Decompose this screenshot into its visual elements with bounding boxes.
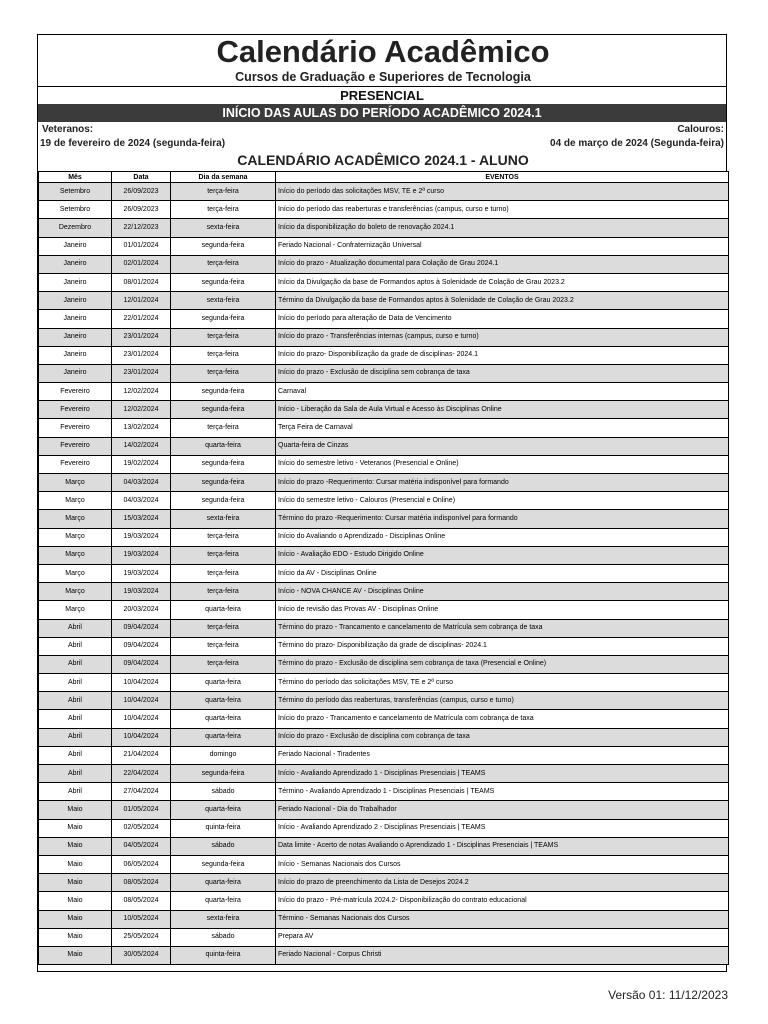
- table-row: [39, 419, 729, 437]
- event-cell: Terça Feira de Carnaval: [276, 419, 729, 437]
- calendar-title: CALENDÁRIO ACADÊMICO 2024.1 - ALUNO: [237, 152, 529, 168]
- month-cell: Fevereiro: [39, 455, 112, 473]
- weekday-cell: segunda-feira: [171, 492, 276, 510]
- date-cell: 22/04/2024: [112, 765, 171, 783]
- event-cell: Término do período das reaberturas, transferências (campus, curso e turno): [276, 692, 729, 710]
- event-cell: Início do período das reaberturas e transferências (campus, curso e turno): [276, 201, 729, 219]
- event-cell: Término do prazo- Disponibilização da grade de disciplinas- 2024.1: [276, 637, 729, 655]
- weekday-cell: quarta-feira: [171, 692, 276, 710]
- document-title: Calendário Acadêmico: [216, 34, 550, 69]
- month-cell: Março: [39, 601, 112, 619]
- date-cell: 08/05/2024: [112, 874, 171, 892]
- weekday-cell: quarta-feira: [171, 728, 276, 746]
- date-cell: 02/05/2024: [112, 819, 171, 837]
- date-cell: 09/04/2024: [112, 655, 171, 673]
- table-row: [39, 455, 729, 473]
- event-cell: Término do prazo -Requerimento: Cursar matéria indisponível para formando: [276, 510, 729, 528]
- weekday-cell: sábado: [171, 837, 276, 855]
- table-row: [39, 310, 729, 328]
- table-row: [39, 874, 729, 892]
- table-row: [39, 819, 729, 837]
- month-cell: Janeiro: [39, 273, 112, 291]
- table-header-row: [39, 172, 729, 183]
- weekday-cell: terça-feira: [171, 346, 276, 364]
- event-cell: Início do Avaliando o Aprendizado - Disciplinas Online: [276, 528, 729, 546]
- event-cell: Início - Liberação da Sala de Aula Virtual e Acesso às Disciplinas Online: [276, 401, 729, 419]
- month-cell: Janeiro: [39, 310, 112, 328]
- event-cell: Início do prazo - Exclusão de disciplina com cobrança de taxa: [276, 728, 729, 746]
- month-cell: Janeiro: [39, 364, 112, 382]
- event-cell: Início de revisão das Provas AV - Disciplinas Online: [276, 601, 729, 619]
- event-cell: Início - Semanas Nacionais dos Cursos: [276, 855, 729, 873]
- date-cell: 30/05/2024: [112, 946, 171, 964]
- event-cell: Término da Divulgação da base de Formandos aptos à Solenidade de Colação de Grau 2023.2: [276, 292, 729, 310]
- date-cell: 22/01/2024: [112, 310, 171, 328]
- date-cell: 27/04/2024: [112, 783, 171, 801]
- month-cell: Abril: [39, 637, 112, 655]
- table-row: [39, 474, 729, 492]
- date-cell: 26/09/2023: [112, 183, 171, 201]
- weekday-cell: terça-feira: [171, 528, 276, 546]
- weekday-cell: quarta-feira: [171, 801, 276, 819]
- month-cell: Maio: [39, 946, 112, 964]
- month-cell: Janeiro: [39, 346, 112, 364]
- weekday-cell: domingo: [171, 746, 276, 764]
- table-row: [39, 583, 729, 601]
- weekday-cell: quinta-feira: [171, 819, 276, 837]
- event-cell: Início do período das solicitações MSV, TE e 2ª curso: [276, 183, 729, 201]
- month-cell: Janeiro: [39, 328, 112, 346]
- weekday-cell: segunda-feira: [171, 401, 276, 419]
- table-row: [39, 201, 729, 219]
- weekday-cell: segunda-feira: [171, 237, 276, 255]
- calouros-label: Calouros:: [677, 124, 724, 135]
- month-cell: Abril: [39, 655, 112, 673]
- table-row: [39, 601, 729, 619]
- date-cell: 22/12/2023: [112, 219, 171, 237]
- table-row: [39, 783, 729, 801]
- table-row: [39, 237, 729, 255]
- event-cell: Início do prazo - Exclusão de disciplina sem cobrança de taxa: [276, 364, 729, 382]
- modality-label: PRESENCIAL: [38, 86, 726, 105]
- table-row: [39, 273, 729, 291]
- table-row: [39, 910, 729, 928]
- month-cell: Março: [39, 492, 112, 510]
- month-cell: Abril: [39, 765, 112, 783]
- date-cell: 23/01/2024: [112, 346, 171, 364]
- table-row: [39, 255, 729, 273]
- event-cell: Início do período para alteração de Data de Vencimento: [276, 310, 729, 328]
- weekday-cell: quinta-feira: [171, 946, 276, 964]
- table-row: [39, 928, 729, 946]
- month-cell: Setembro: [39, 183, 112, 201]
- event-cell: Término do período das solicitações MSV, TE e 2ª curso: [276, 674, 729, 692]
- table-row: [39, 692, 729, 710]
- month-cell: Fevereiro: [39, 383, 112, 401]
- weekday-cell: segunda-feira: [171, 474, 276, 492]
- date-cell: 26/09/2023: [112, 201, 171, 219]
- date-cell: 04/03/2024: [112, 492, 171, 510]
- weekday-cell: terça-feira: [171, 183, 276, 201]
- table-row: [39, 546, 729, 564]
- event-cell: Quarta-feira de Cinzas: [276, 437, 729, 455]
- month-cell: Março: [39, 546, 112, 564]
- table-row: [39, 619, 729, 637]
- date-cell: 12/02/2024: [112, 383, 171, 401]
- event-cell: Início - Avaliando Aprendizado 2 - Disciplinas Presenciais | TEAMS: [276, 819, 729, 837]
- date-cell: 02/01/2024: [112, 255, 171, 273]
- month-cell: Maio: [39, 801, 112, 819]
- classes-start-banner: INÍCIO DAS AULAS DO PERÍODO ACADÊMICO 2024.1: [38, 104, 726, 122]
- header-weekday: Dia da semana: [171, 172, 276, 183]
- month-cell: Maio: [39, 819, 112, 837]
- table-row: [39, 892, 729, 910]
- month-cell: Fevereiro: [39, 437, 112, 455]
- month-cell: Maio: [39, 892, 112, 910]
- date-cell: 10/04/2024: [112, 674, 171, 692]
- weekday-cell: sexta-feira: [171, 510, 276, 528]
- month-cell: Março: [39, 474, 112, 492]
- document-subtitle: Cursos de Graduação e Superiores de Tecnologia: [235, 70, 531, 84]
- calendar-document: [37, 34, 727, 972]
- event-cell: Término - Avaliando Aprendizado 1 - Disciplinas Presenciais | TEAMS: [276, 783, 729, 801]
- weekday-cell: quarta-feira: [171, 674, 276, 692]
- month-cell: Janeiro: [39, 255, 112, 273]
- table-row: [39, 674, 729, 692]
- weekday-cell: terça-feira: [171, 655, 276, 673]
- table-row: [39, 510, 729, 528]
- month-cell: Fevereiro: [39, 419, 112, 437]
- month-cell: Maio: [39, 855, 112, 873]
- event-cell: Início da AV - Disciplinas Online: [276, 564, 729, 582]
- weekday-cell: quarta-feira: [171, 874, 276, 892]
- table-row: [39, 837, 729, 855]
- month-cell: Março: [39, 583, 112, 601]
- weekday-cell: terça-feira: [171, 419, 276, 437]
- events-table-body: [39, 183, 729, 965]
- weekday-cell: segunda-feira: [171, 273, 276, 291]
- month-cell: Dezembro: [39, 219, 112, 237]
- date-cell: 19/03/2024: [112, 528, 171, 546]
- table-row: [39, 710, 729, 728]
- event-cell: Início - Avaliando Aprendizado 1 - Disciplinas Presenciais | TEAMS: [276, 765, 729, 783]
- event-cell: Início do prazo -Requerimento: Cursar matéria indisponível para formando: [276, 474, 729, 492]
- date-cell: 19/03/2024: [112, 564, 171, 582]
- weekday-cell: segunda-feira: [171, 765, 276, 783]
- table-row: [39, 801, 729, 819]
- date-cell: 23/01/2024: [112, 364, 171, 382]
- date-cell: 12/02/2024: [112, 401, 171, 419]
- weekday-cell: terça-feira: [171, 546, 276, 564]
- event-cell: Início do prazo- Disponibilização da grade de disciplinas- 2024.1: [276, 346, 729, 364]
- date-cell: 21/04/2024: [112, 746, 171, 764]
- version-label: Versão 01: 11/12/2023: [608, 988, 728, 1002]
- date-cell: 09/04/2024: [112, 637, 171, 655]
- date-cell: 10/04/2024: [112, 728, 171, 746]
- date-cell: 04/05/2024: [112, 837, 171, 855]
- date-cell: 20/03/2024: [112, 601, 171, 619]
- event-cell: Início - Avaliação EDO - Estudo Dirigido Online: [276, 546, 729, 564]
- event-cell: Data limite - Acerto de notas Avaliando o Aprendizado 1 - Disciplinas Presenciais | TEAMS: [276, 837, 729, 855]
- date-cell: 15/03/2024: [112, 510, 171, 528]
- table-row: [39, 183, 729, 201]
- weekday-cell: sexta-feira: [171, 219, 276, 237]
- date-cell: 19/02/2024: [112, 455, 171, 473]
- event-cell: Término - Semanas Nacionais dos Cursos: [276, 910, 729, 928]
- weekday-cell: terça-feira: [171, 564, 276, 582]
- weekday-cell: terça-feira: [171, 583, 276, 601]
- weekday-cell: segunda-feira: [171, 455, 276, 473]
- event-cell: Feriado Nacional - Dia do Trabalhador: [276, 801, 729, 819]
- date-cell: 10/05/2024: [112, 910, 171, 928]
- month-cell: Maio: [39, 837, 112, 855]
- event-cell: Feriado Nacional - Corpus Christi: [276, 946, 729, 964]
- date-cell: 25/05/2024: [112, 928, 171, 946]
- calouros-date: 04 de março de 2024 (Segunda-feira): [550, 138, 724, 149]
- event-cell: Término do prazo - Exclusão de disciplina sem cobrança de taxa (Presencial e Online): [276, 655, 729, 673]
- event-cell: Início do semestre letivo - Veteranos (Presencial e Online): [276, 455, 729, 473]
- weekday-cell: terça-feira: [171, 619, 276, 637]
- table-row: [39, 346, 729, 364]
- header-month: Mês: [39, 172, 112, 183]
- header-events: EVENTOS: [276, 172, 729, 183]
- month-cell: Março: [39, 510, 112, 528]
- month-cell: Maio: [39, 910, 112, 928]
- event-cell: Término do prazo - Trancamento e cancelamento de Matrícula sem cobrança de taxa: [276, 619, 729, 637]
- date-cell: 13/02/2024: [112, 419, 171, 437]
- table-row: [39, 946, 729, 964]
- weekday-cell: quarta-feira: [171, 892, 276, 910]
- date-cell: 06/05/2024: [112, 855, 171, 873]
- table-row: [39, 437, 729, 455]
- month-cell: Janeiro: [39, 292, 112, 310]
- event-cell: Início da Divulgação da base de Formandos aptos à Solenidade de Colação de Grau 2023.2: [276, 273, 729, 291]
- event-cell: Início da disponibilização do boleto de renovação 2024.1: [276, 219, 729, 237]
- weekday-cell: segunda-feira: [171, 855, 276, 873]
- date-cell: 08/05/2024: [112, 892, 171, 910]
- date-cell: 01/05/2024: [112, 801, 171, 819]
- veteranos-date: 19 de fevereiro de 2024 (segunda-feira): [40, 138, 226, 149]
- date-cell: 19/03/2024: [112, 546, 171, 564]
- date-cell: 10/04/2024: [112, 692, 171, 710]
- event-cell: Carnaval: [276, 383, 729, 401]
- month-cell: Março: [39, 528, 112, 546]
- weekday-cell: quarta-feira: [171, 710, 276, 728]
- month-cell: Abril: [39, 692, 112, 710]
- month-cell: Abril: [39, 783, 112, 801]
- event-cell: Início do prazo de preenchimento da Lista de Desejos 2024.2: [276, 874, 729, 892]
- date-cell: 04/03/2024: [112, 474, 171, 492]
- date-cell: 01/01/2024: [112, 237, 171, 255]
- table-row: [39, 383, 729, 401]
- table-row: [39, 855, 729, 873]
- month-cell: Maio: [39, 874, 112, 892]
- date-cell: 23/01/2024: [112, 328, 171, 346]
- weekday-cell: terça-feira: [171, 255, 276, 273]
- month-cell: Fevereiro: [39, 401, 112, 419]
- event-cell: Início do prazo - Trancamento e cancelamento de Matrícula com cobrança de taxa: [276, 710, 729, 728]
- event-cell: Início - NOVA CHANCE AV - Disciplinas Online: [276, 583, 729, 601]
- date-cell: 10/04/2024: [112, 710, 171, 728]
- event-cell: Feriado Nacional - Tiradentes: [276, 746, 729, 764]
- month-cell: Maio: [39, 928, 112, 946]
- date-cell: 12/01/2024: [112, 292, 171, 310]
- table-row: [39, 292, 729, 310]
- month-cell: Abril: [39, 619, 112, 637]
- weekday-cell: sexta-feira: [171, 292, 276, 310]
- date-cell: 08/01/2024: [112, 273, 171, 291]
- event-cell: Prepara AV: [276, 928, 729, 946]
- table-row: [39, 328, 729, 346]
- weekday-cell: segunda-feira: [171, 310, 276, 328]
- event-cell: Início do prazo - Pré-matrícula 2024.2- Disponibilização do contrato educacional: [276, 892, 729, 910]
- table-row: [39, 528, 729, 546]
- weekday-cell: sábado: [171, 928, 276, 946]
- event-cell: Início do semestre letivo - Calouros (Presencial e Online): [276, 492, 729, 510]
- event-cell: Início do prazo - Atualização documental para Colação de Grau 2024.1: [276, 255, 729, 273]
- weekday-cell: sábado: [171, 783, 276, 801]
- weekday-cell: terça-feira: [171, 364, 276, 382]
- weekday-cell: terça-feira: [171, 201, 276, 219]
- month-cell: Abril: [39, 728, 112, 746]
- events-table: [38, 171, 729, 965]
- table-row: [39, 655, 729, 673]
- weekday-cell: terça-feira: [171, 328, 276, 346]
- weekday-cell: quarta-feira: [171, 601, 276, 619]
- date-cell: 14/02/2024: [112, 437, 171, 455]
- table-row: [39, 728, 729, 746]
- table-row: [39, 401, 729, 419]
- event-cell: Início do prazo - Transferências internas (campus, curso e turno): [276, 328, 729, 346]
- weekday-cell: sexta-feira: [171, 910, 276, 928]
- weekday-cell: terça-feira: [171, 637, 276, 655]
- table-row: [39, 219, 729, 237]
- month-cell: Março: [39, 564, 112, 582]
- date-cell: 09/04/2024: [112, 619, 171, 637]
- month-cell: Abril: [39, 746, 112, 764]
- table-row: [39, 492, 729, 510]
- table-row: [39, 746, 729, 764]
- weekday-cell: quarta-feira: [171, 437, 276, 455]
- table-row: [39, 637, 729, 655]
- month-cell: Setembro: [39, 201, 112, 219]
- month-cell: Abril: [39, 674, 112, 692]
- veteranos-label: Veteranos:: [42, 124, 94, 135]
- table-row: [39, 765, 729, 783]
- table-row: [39, 564, 729, 582]
- event-cell: Feriado Nacional - Confraternização Universal: [276, 237, 729, 255]
- month-cell: Janeiro: [39, 237, 112, 255]
- month-cell: Abril: [39, 710, 112, 728]
- weekday-cell: segunda-feira: [171, 383, 276, 401]
- header-date: Data: [112, 172, 171, 183]
- table-row: [39, 364, 729, 382]
- date-cell: 19/03/2024: [112, 583, 171, 601]
